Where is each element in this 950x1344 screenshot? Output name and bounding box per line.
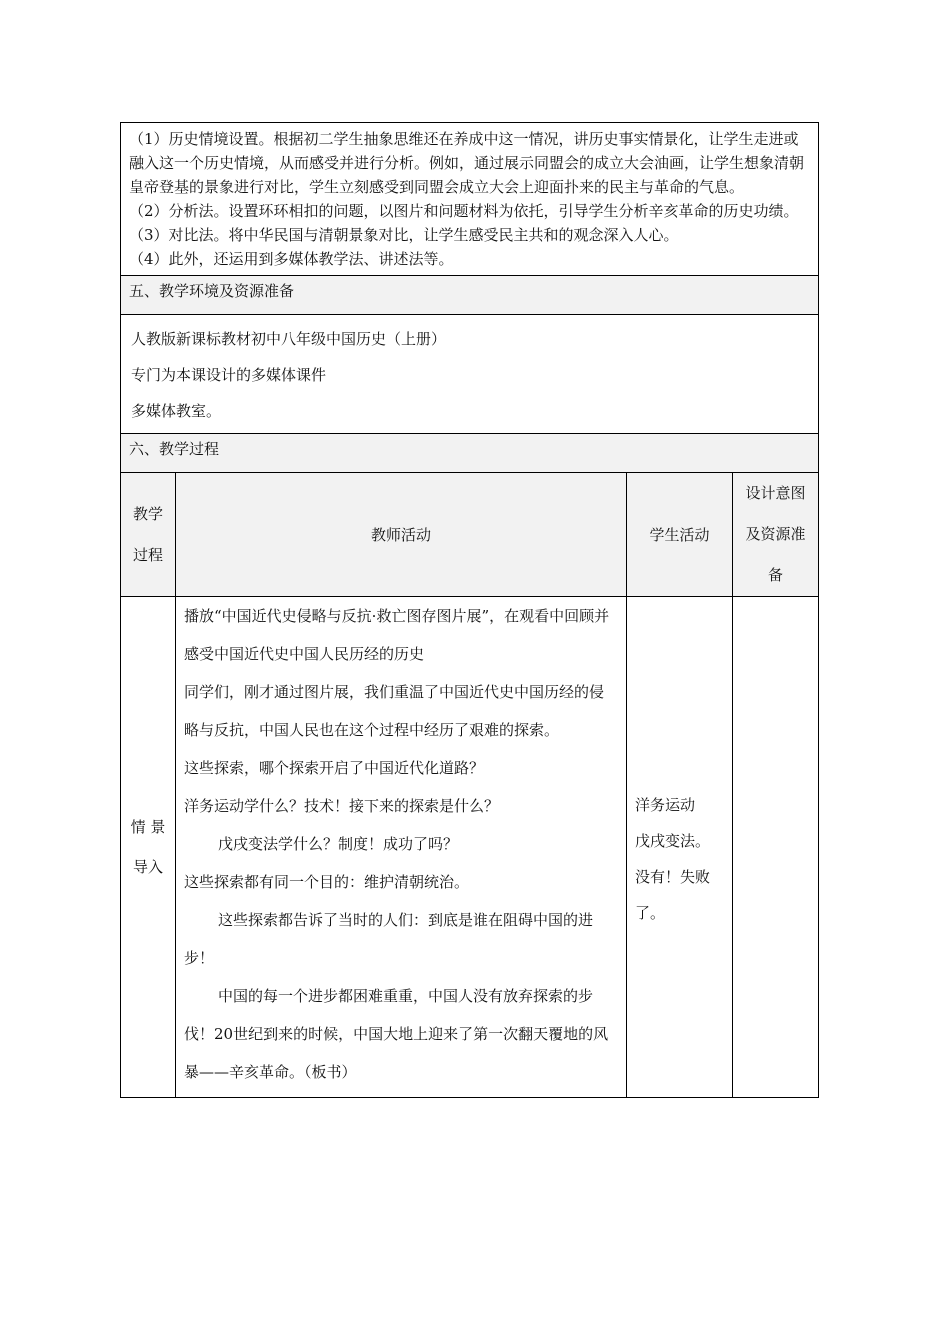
- method-item: （3）对比法。将中华民国与清朝景象对比，让学生感受民主共和的观念深入人心。: [129, 226, 679, 244]
- teacher-line: 这些探索都告诉了当时的人们：到底是谁在阻碍中国的进步！: [184, 911, 594, 967]
- resource-item: 多媒体教室。: [131, 402, 222, 420]
- teaching-methods-cell: [121, 123, 819, 276]
- resource-item: 专门为本课设计的多媒体课件: [131, 366, 327, 384]
- teacher-line: 戊戌变法学什么？制度！成功了吗？: [218, 835, 459, 853]
- lesson-plan-table: [120, 122, 819, 1098]
- teacher-line: 洋务运动学什么？技术！接下来的探索是什么？: [184, 797, 500, 815]
- design-intent-cell: [733, 597, 819, 1098]
- header-student-activity: 学生活动: [627, 473, 733, 597]
- resources-cell: [121, 315, 819, 434]
- student-activity-cell: [627, 597, 733, 1098]
- teacher-activity-cell: [176, 597, 627, 1098]
- section-5-heading: 五、教学环境及资源准备: [121, 276, 819, 315]
- teacher-line: 同学们，刚才通过图片展，我们重温了中国近代史中国历经的侵略与反抗，中国人民也在这个过程中经历了艰难的探索。: [184, 683, 605, 739]
- header-teacher-activity: 教师活动: [176, 473, 627, 597]
- teacher-line: 中国的每一个进步都困难重重，中国人没有放弃探索的步伐！20世纪到来的时候，中国大地上迎来了第一次翻天覆地的风暴——辛亥革命。（板书）: [184, 987, 609, 1081]
- method-item: （4）此外，还运用到多媒体教学法、讲述法等。: [129, 250, 454, 268]
- method-item: （2）分析法。设置环环相扣的问题，以图片和问题材料为依托，引导学生分析辛亥革命的历史功绩。: [129, 202, 799, 220]
- teacher-line: 播放“中国近代史侵略与反抗·救亡图存图片展”，在观看中回顾并感受中国近代史中国人民历经的历史: [184, 607, 610, 663]
- process-table-header: [121, 473, 819, 597]
- student-line: 戊戌变法。: [635, 832, 711, 850]
- header-stage: 教学 过程: [121, 473, 176, 597]
- teacher-line: 这些探索都有同一个目的：维护清朝统治。: [184, 873, 470, 891]
- lesson-plan-document: [120, 122, 818, 1098]
- header-design-intent: 设计意图 及资源准 备: [733, 473, 819, 597]
- student-line: 洋务运动: [635, 796, 696, 814]
- stage-cell: 情 景 导入: [121, 597, 176, 1098]
- section-6-heading: 六、教学过程: [121, 434, 819, 473]
- process-row-intro: [121, 597, 819, 1098]
- student-line: 没有！失败了。: [635, 868, 711, 922]
- teacher-line: 这些探索，哪个探索开启了中国近代化道路？: [184, 759, 485, 777]
- resource-item: 人教版新课标教材初中八年级中国历史（上册）: [131, 330, 447, 348]
- method-item: （1）历史情境设置。根据初二学生抽象思维还在养成中这一情况，讲历史事实情景化，让学生走进或融入这一个历史情境，从而感受并进行分析。例如，通过展示同盟会的成立大会油画，让学生想象清朝皇帝登基的景象进行对比，学生立刻感受到同盟会成立大会上迎面扑来的民主与革命的气息。: [129, 130, 805, 196]
